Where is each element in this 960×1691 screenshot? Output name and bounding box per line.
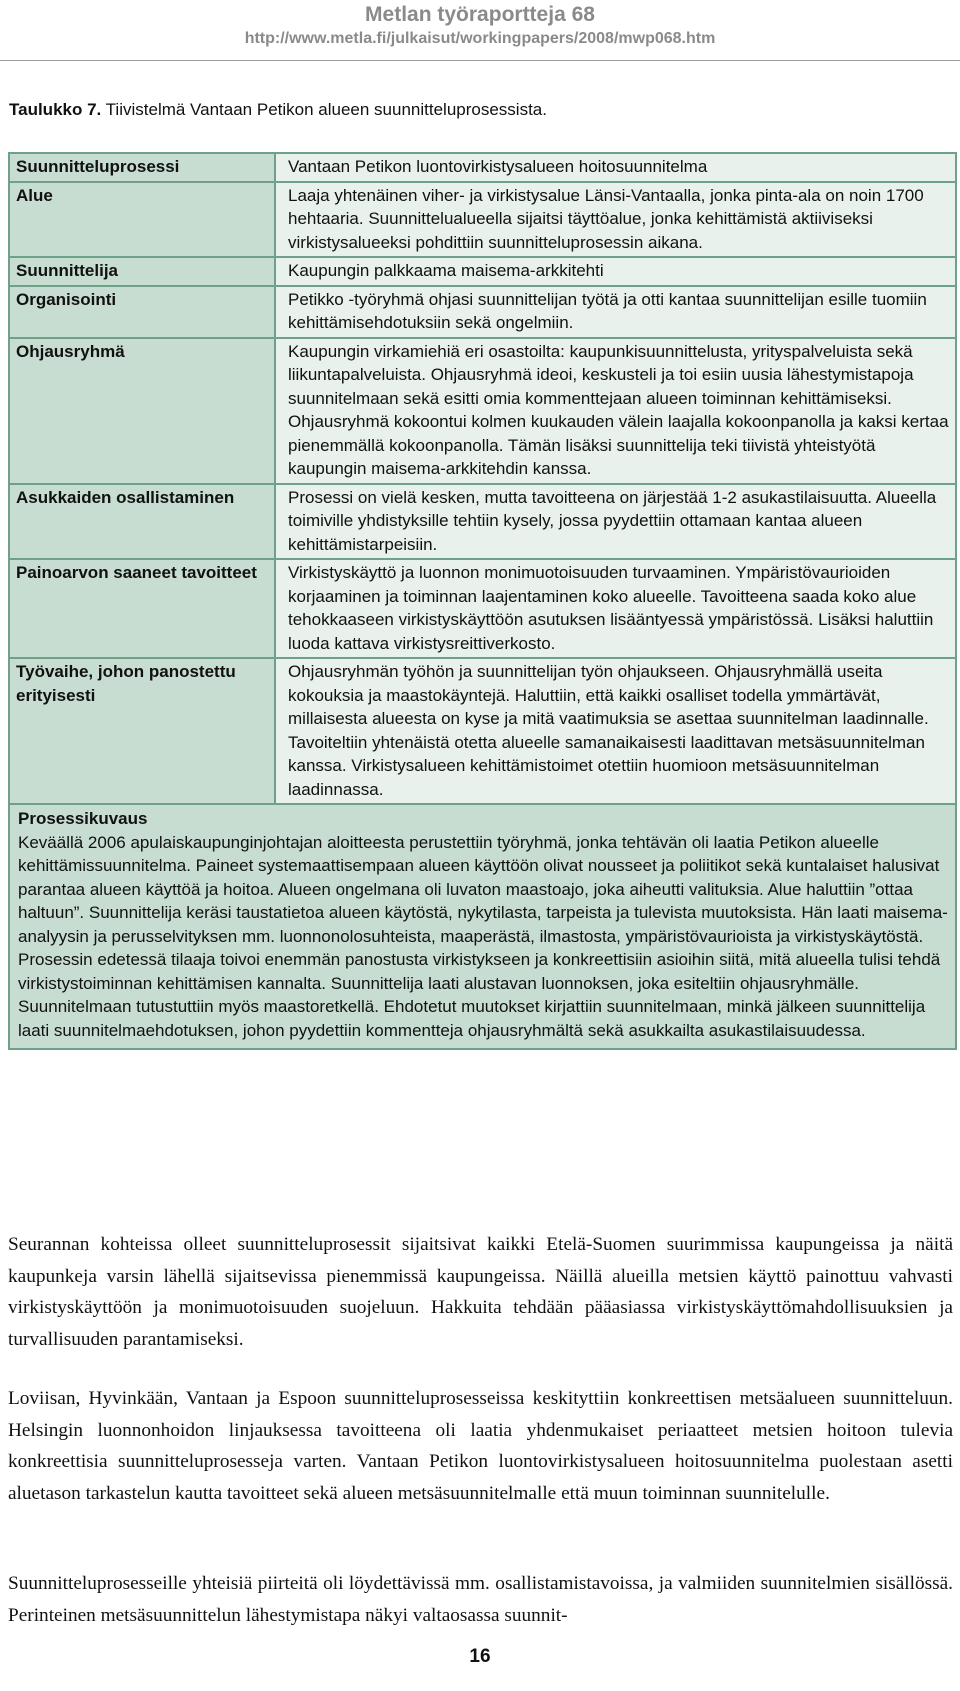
table-row: [10, 560, 955, 659]
header-divider: [0, 60, 960, 61]
table-caption-text: Tiivistelmä Vantaan Petikon alueen suunnitteluprosessista.: [101, 100, 547, 119]
body-paragraph: Suunnitteluprosesseille yhteisiä piirteitä oli löydettävissä mm. osallistamistavoissa, ja valmiiden suunnitelmien sisällössä. Perinteinen metsäsuunnittelun lähestymistapa näkyi valtaosassa suunnit-: [8, 1573, 953, 1626]
summary-table: [8, 152, 957, 1050]
table-row: [10, 287, 955, 339]
row-value: Kaupungin palkkaama maisema-arkkitehti: [276, 258, 955, 285]
series-url[interactable]: http://www.metla.fi/julkaisut/workingpapers/2008/mwp068.htm: [244, 30, 716, 47]
row-label: Alue: [10, 183, 276, 257]
table-caption: [9, 99, 547, 121]
row-label: Työvaihe, johon panostettu erityisesti: [10, 659, 276, 803]
row-label: Suunnittelija: [10, 258, 276, 285]
row-value: Prosessi on vielä kesken, mutta tavoitteena on järjestää 1-2 asukastilaisuutta. Alueella toimiville yhdistyksille tehtiin kysely, jossa pyydettiin ottamaan kantaa alueen kehittämistarpeisiin.: [276, 485, 955, 559]
process-heading: Prosessikuvaus: [18, 809, 148, 828]
page-header: [0, 0, 960, 50]
page-number: 16: [469, 1646, 491, 1667]
table-row: [10, 339, 955, 485]
row-value: Vantaan Petikon luontovirkistysalueen hoitosuunnitelma: [276, 154, 955, 181]
row-value: Kaupungin virkamiehiä eri osastoilta: kaupunkisuunnittelusta, yrityspalveluista sekä liikuntapalveluista. Ohjausryhmä ideoi, keskusteli ja toi esiin uusia lähestymistapoja suunnitelmaan sekä esitti omia kommenttejaan alueen toiminnan kehittämiseksi. Ohjausryhmä kokoontui kolmen kuukauden välein laajalla kokoonpanolla ja kaksi kertaa pienemmällä kokoonpanolla. Tämän lisäksi suunnittelija teki tiivistä yhteistyötä kaupungin maisema-arkkitehdin kanssa.: [276, 339, 955, 483]
row-label: Ohjausryhmä: [10, 339, 276, 483]
row-label: Organisointi: [10, 287, 276, 337]
table-row: [10, 659, 955, 805]
table-row: [10, 258, 955, 287]
table-row: [10, 154, 955, 183]
process-description: [10, 805, 955, 1048]
row-value: Laaja yhtenäinen viher- ja virkistysalue Länsi-Vantaalla, jonka pinta-ala on noin 1700 hehtaaria. Suunnittelualueella sijaitsi täyttöalue, jonka kehittämistä aktiiviseksi virkistysalueeksi pohdittiin suunnitteluprosessin aikana.: [276, 183, 955, 257]
row-label: Asukkaiden osallistaminen: [10, 485, 276, 559]
table-row: [10, 183, 955, 259]
body-paragraph: Seurannan kohteissa olleet suunnitteluprosessit sijaitsivat kaikki Etelä-Suomen suurimmissa kaupungeissa ja näitä kaupunkeja varsin lähellä sijaitsevissa pienemmissä kaupungeissa. Näillä alueilla metsien käyttö painottuu vahvasti virkistyskäyttöön ja monimuotoisuuden suojeluun. Hakkuita tehdään pääasiassa virkistyskäyttömahdollisuuksien ja turvallisuuden parantamiseksi.: [8, 1234, 953, 1350]
row-label: Suunnitteluprosessi: [10, 154, 276, 181]
table-row: [10, 485, 955, 561]
row-label: Painoarvon saaneet tavoitteet: [10, 560, 276, 657]
row-value: Ohjausryhmän työhön ja suunnittelijan työn ohjaukseen. Ohjausryhmällä useita kokouksia ja maastokäyntejä. Haluttiin, että kaikki osalliset todella ymmärtävät, millaisesta alueesta on kyse ja mitä vaatimuksia se asettaa suunnitelman laadinnalle. Tavoiteltiin yhtenäistä otetta alueelle samanaikaisesti laadittavan metsäsuunnitelman kanssa. Virkistysalueen kehittämistoimet otettiin huomioon metsäsuunnitelman laadinnassa.: [276, 659, 955, 803]
process-text: Keväällä 2006 apulaiskaupunginjohtajan aloitteesta perustettiin työryhmä, jonka tehtävän oli laatia Petikon alueelle kehittämissuunnitelma. Paineet systemaattisempaan alueen käyttöön olivat nousseet ja poliitikot sekä kuntalaiset halusivat parantaa alueen käyttöä ja hoitoa. Alueen ongelmana oli luvaton maastoajo, joka aiheutti valituksia. Alue haluttiin ”ottaa haltuun”. Suunnittelija keräsi taustatietoa alueen käytöstä, nykytilasta, tarpeista ja tulevista muutoksista. Hän laati maisema-analyysin ja perusselvityksen mm. luonnonolosuhteista, maaperästä, ilmastosta, ympäristövaurioista ja virkistyskäytöstä. Prosessin edetessä tilaaja toivoi enemmän panostusta virkistykseen ja konkreettisiin asioihin siitä, mitä alueella tulisi tehdä virkistystoiminnan kehittämisen kannalta. Suunnittelija laati alustavan luonnoksen, joka esiteltiin ohjausryhmälle. Suunnitelmaan tutustuttiin myös maastoretkellä. Ehdotetut muutokset kirjattiin suunnitelmaan, minkä jälkeen suunnittelija laati suunnitelmaehdotuksen, johon pyydettiin kommentteja ohjausryhmältä sekä asukkailta asukastilaisuudessa.: [18, 832, 948, 1040]
table-caption-label: Taulukko 7.: [9, 100, 102, 119]
row-value: Virkistyskäyttö ja luonnon monimuotoisuuden turvaaminen. Ympäristövaurioiden korjaaminen ja toiminnan laajentaminen koko alueelle. Tavoitteena saada koko alue tehokkaaseen virkistyskäyttöön asutuksen lisääntyessä ympäristössä. Lisäksi haluttiin luoda kattava virkistysreittiverkosto.: [276, 560, 955, 657]
series-title: Metlan työraportteja 68: [365, 3, 595, 26]
body-paragraph: Loviisan, Hyvinkään, Vantaan ja Espoon suunnitteluprosesseissa keskityttiin konkreettisen metsäalueen suunnitteluun. Helsingin luonnonhoidon linjauksessa tavoitteena oli laatia yhdenmukaiset periaatteet metsien hoitoon tulevia konkreettisia suunnitteluprosesseja varten. Vantaan Petikon luontovirkistysalueen hoitosuunnitelma puolestaan asetti aluetason tarkastelun kautta tavoitteet sekä alueen metsäsuunnitelmalle että muun toiminnan suunnitelulle.: [8, 1388, 953, 1504]
row-value: Petikko -työryhmä ohjasi suunnittelijan työtä ja otti kantaa suunnittelijan esille tuomiin kehittämisehdotuksiin sekä ongelmiin.: [276, 287, 955, 337]
